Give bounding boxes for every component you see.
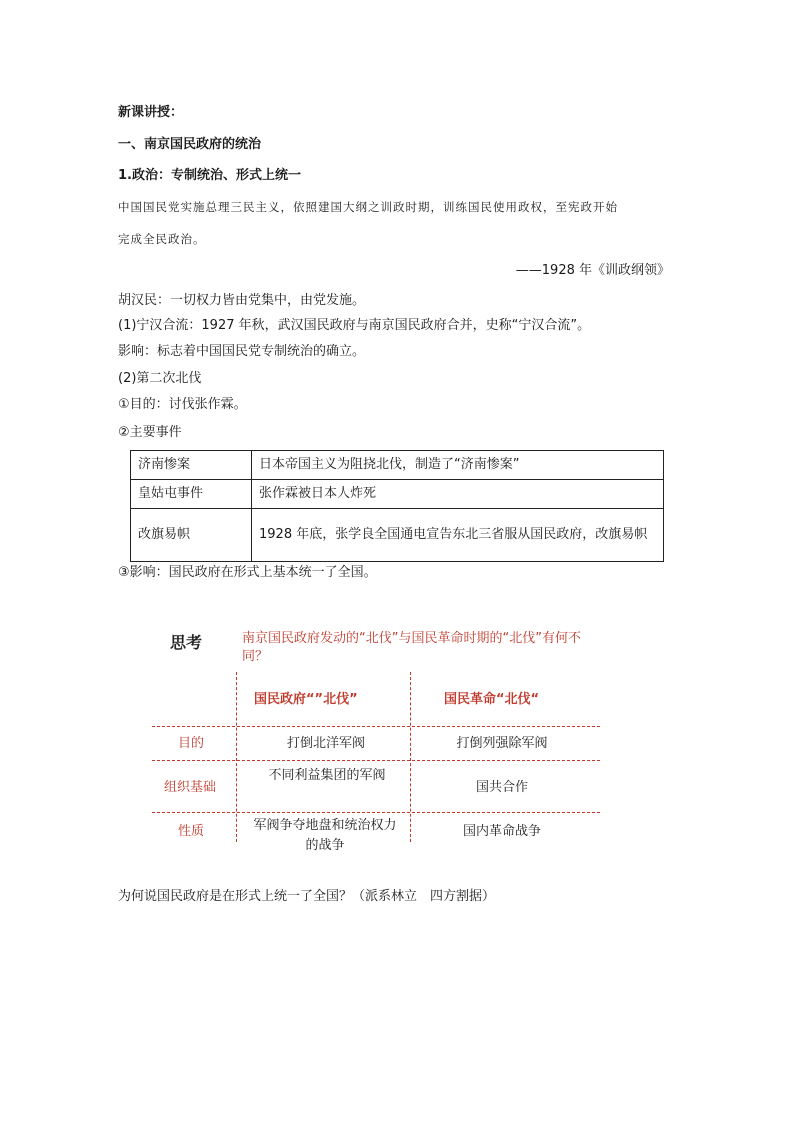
impact-2: ③影响：国民政府在形式上基本统一了全国。 [118, 565, 377, 580]
cell-revolution-basis: 国共合作 [475, 780, 528, 795]
table-row [131, 509, 664, 562]
section-title: 一、南京国民政府的统治 [118, 137, 262, 152]
think-question: 南京国民政府发动的“北伐”与国民革命时期的“北伐”有何不同？ [242, 631, 581, 664]
row-label-basis: 组织基础 [164, 780, 217, 795]
events-table [130, 450, 664, 562]
purpose: ①目的：讨伐张作霖。 [118, 397, 247, 412]
event-desc: 张作霖被日本人炸死 [252, 480, 664, 509]
cell-nationalist-basis: 不同利益集团的军阀 [268, 768, 386, 783]
event-desc: 1928 年底，张学良全国通电宣告东北三省服从国民政府，改旗易帜 [252, 509, 664, 562]
quote-line-2: 完成全民政治。 [118, 232, 206, 246]
column-header-nationalist: 国民政府“”北伐” [254, 692, 358, 707]
divider-horizontal [152, 726, 600, 727]
event-name: 皇姑屯事件 [131, 480, 252, 509]
final-question: 为何说国民政府是在形式上统一了全国？（派系林立 四方割据） [118, 889, 496, 904]
divider-vertical [236, 672, 237, 842]
event-name: 改旗易帜 [131, 509, 252, 562]
divider-vertical [410, 672, 411, 842]
quote-source: ——1928 年《训政纲领》 [515, 263, 670, 278]
event-desc: 日本帝国主义为阻挠北伐，制造了“济南惨案” [252, 451, 664, 480]
table-row [131, 480, 664, 509]
think-box [152, 620, 602, 853]
think-title: 思考 [170, 633, 203, 652]
table-row [131, 451, 664, 480]
divider-horizontal [152, 760, 600, 761]
events-label: ②主要事件 [118, 425, 182, 440]
impact-1: 影响：标志着中国国民党专制统治的确立。 [118, 344, 366, 359]
item-northern-expedition: (2)第二次北伐 [118, 371, 202, 386]
heading: 新课讲授： [118, 105, 184, 120]
quote-line-1: 中国国民党实施总理三民主义，依照建国大纲之训政时期，训练国民使用政权，至宪政开始 [118, 200, 618, 214]
subsection-title: 1.政治：专制统治、形式上统一 [118, 168, 301, 183]
divider-horizontal [152, 812, 600, 813]
cell-revolution-purpose: 打倒列强除军阀 [456, 736, 548, 751]
cell-revolution-nature: 国内革命战争 [462, 824, 541, 839]
hu-hanmin-quote: 胡汉民：一切权力皆由党集中，由党发施。 [118, 293, 366, 308]
row-label-nature: 性质 [178, 824, 205, 839]
item-ninghan: (1)宁汉合流：1927 年秋，武汉国民政府与南京国民政府合并，史称“宁汉合流”。 [118, 318, 591, 333]
cell-nationalist-nature: 军阀争夺地盘和统治权力的战争 [253, 818, 397, 853]
cell-nationalist-purpose: 打倒北洋军阀 [286, 736, 365, 751]
row-label-purpose: 目的 [178, 736, 205, 751]
column-header-revolution: 国民革命“北伐“ [444, 692, 540, 707]
event-name: 济南惨案 [131, 451, 252, 480]
